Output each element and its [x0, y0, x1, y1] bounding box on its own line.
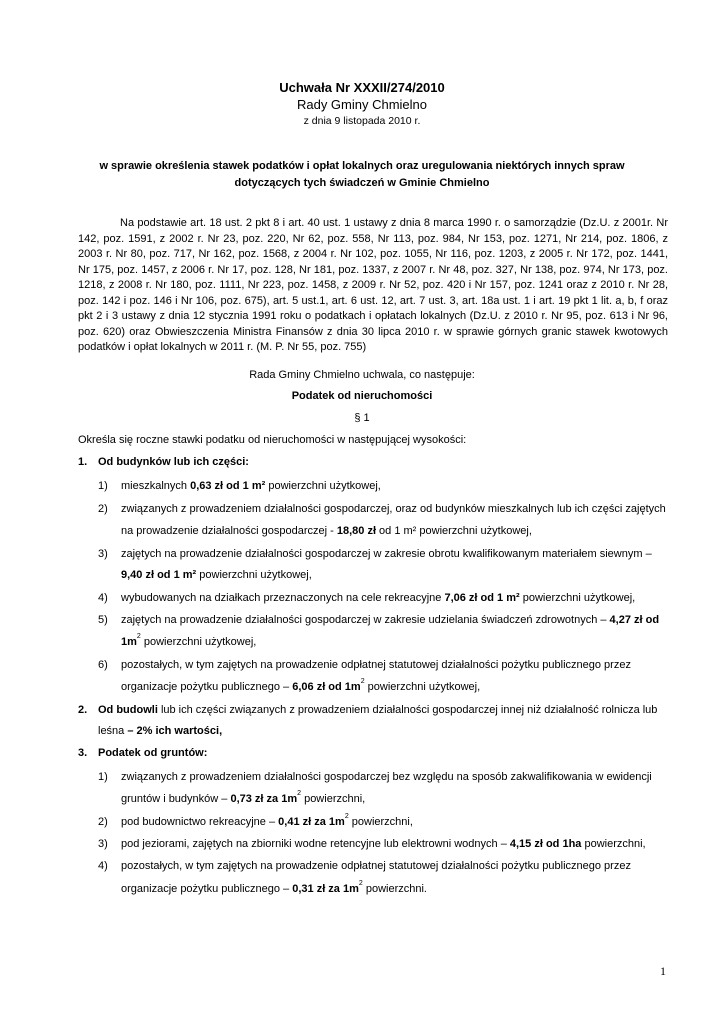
paragraph-sign: § 1: [354, 412, 370, 424]
subitem-number: 3): [98, 548, 108, 560]
legal-basis-text: Na podstawie art. 18 ust. 2 pkt 8 i art. 40 ust. 1 ustawy z dnia 8 marca 1990 r. o samorządzie (Dz.U. z 2001r. Nr 142, poz. 1591, z 2002 r. Nr 23, poz. 220, Nr 62, poz. 558, Nr 113, poz. 984, Nr 153, poz. 1271, Nr 214, poz. 1806, z 2003 r. Nr 80, poz. 717, Nr 162, poz. 1568, z 2004 r. Nr 102, poz. 1055, Nr 116, poz. 1203, z 2005 r. Nr 172, poz. 1441, Nr 175, poz. 1457, z 2006 r. Nr 17, poz. 128, Nr 181, poz. 1337, z 2007 r. Nr 48, poz. 327, Nr 138, poz. 974, Nr 173, poz. 1218, z 2008 r. Nr 180, poz. 1111, Nr 223, poz. 1458, z 2009 r. Nr 52, poz. 420 i Nr 157, poz. 1241 oraz z 2010 r. Nr 28, poz. 142 i poz. 146 i Nr 106, poz. 675), art. 5 ust.1, art. 6 ust. 12, art. 7 ust. 3, art. 18a ust. 1 i art. 19 pkt 1 lit. a, b, f oraz pkt 2 i 3 ustawy z dnia 12 stycznia 1991 roku o podatkach i opłatach lokalnych (Dz.U. z 2010 r. Nr 95, poz. 613 i Nr 96, poz. 620) oraz Obwieszczenia Ministra Finansów z dnia 30 lipca 2010 r. w sprawie górnych granic stawek kwotowych podatków i opłat lokalnych w 2011 r. (M. P. Nr 55, poz. 755): [78, 217, 668, 353]
resolution-subject: w sprawie określenia stawek podatków i opłat lokalnych oraz uregulowania niektórych innych spraw dotyczących tych świadczeń w Gminie Chmielno: [99, 160, 625, 189]
subitem-text: pozostałych, w tym zajętych na prowadzenie odpłatnej statutowej działalności pożytku publicznego przez: [121, 659, 631, 671]
subitem-number: 1): [98, 480, 108, 492]
subitem-number: 2): [98, 816, 108, 828]
subitem-text: pozostałych, w tym zajętych na prowadzenie odpłatnej statutowej działalności pożytku publicznego przez: [121, 860, 631, 872]
subitem-text: związanych z prowadzeniem działalności gospodarczej bez względu na sposób zakwalifikowania w ewidencji: [121, 771, 652, 783]
subitem-number: 3): [98, 838, 108, 850]
item-text-cont: leśna – 2% ich wartości,: [98, 725, 223, 737]
subitem-text: zajętych na prowadzenie działalności gospodarczej w zakresie udzielania świadczeń zdrowotnych – 4,27 zł od: [121, 614, 660, 626]
subitem-text-cont: 9,40 zł od 1 m² powierzchni użytkowej,: [121, 569, 312, 581]
item-text: Od budowli lub ich części związanych z prowadzeniem działalności gospodarczej innej niż działalność rolnicza lub: [98, 704, 658, 716]
intro-text: Określa się roczne stawki podatku od nieruchomości w następującej wysokości:: [78, 434, 467, 446]
page-number: 1: [660, 964, 666, 978]
subitem-text-cont: organizacje pożytku publicznego – 6,06 zł od $1m^2$ powierzchni użytkowej,: [121, 678, 481, 693]
subitem-text-cont: na prowadzenie działalności gospodarczej - 18,80 zł od 1 m² powierzchni użytkowej,: [121, 525, 532, 537]
section-title: Podatek od nieruchomości: [291, 390, 433, 402]
subitem-number: 1): [98, 771, 108, 783]
legal-basis: [78, 216, 668, 356]
item-number: 3.: [78, 747, 88, 759]
item-number: 2.: [78, 704, 88, 716]
resolves-statement: Rada Gminy Chmielno uchwala, co następuje:: [249, 369, 475, 381]
resolution-title: Uchwała Nr XXXII/274/2010: [279, 80, 445, 95]
subitem-text: zajętych na prowadzenie działalności gospodarczej w zakresie obrotu kwalifikowanym materiałem siewnym –: [121, 548, 652, 560]
subitem-number: 4): [98, 592, 108, 604]
subitem-text-cont: $1m^2$ powierzchni użytkowej,: [121, 633, 257, 648]
subitem-text: wybudowanych na działkach przeznaczonych na cele rekreacyjne 7,06 zł od 1 m² powierzchni użytkowej,: [121, 592, 636, 604]
subitem-text: pod jeziorami, zajętych na zbiorniki wodne retencyjne lub elektrowni wodnych – 4,15 zł od 1ha powierzchni,: [121, 838, 646, 850]
subitem-number: 2): [98, 503, 108, 515]
item-title: Podatek od gruntów:: [98, 747, 208, 759]
subitem-text: pod budownictwo rekreacyjne – 0,41 zł za $1m^2$ powierzchni,: [121, 813, 413, 828]
subitem-text-cont: gruntów i budynków – 0,73 zł za $1m^2$ powierzchni,: [121, 790, 366, 805]
subitem-number: 5): [98, 614, 108, 626]
subitem-text-cont: organizacje pożytku publicznego – 0,31 zł za $1m^2$ powierzchni.: [121, 880, 427, 895]
subitem-number: 4): [98, 860, 108, 872]
subitem-text: mieszkalnych 0,63 zł od 1 m² powierzchni użytkowej,: [121, 480, 381, 492]
council-name: Rady Gminy Chmielno: [296, 97, 428, 112]
resolution-date: z dnia 9 listopada 2010 r.: [303, 115, 421, 127]
subitem-number: 6): [98, 659, 108, 671]
item-title: Od budynków lub ich części:: [98, 456, 249, 468]
subitem-text: związanych z prowadzeniem działalności gospodarczej, oraz od budynków mieszkalnych lub ich części zajętych: [121, 503, 666, 515]
item-number: 1.: [78, 456, 88, 468]
